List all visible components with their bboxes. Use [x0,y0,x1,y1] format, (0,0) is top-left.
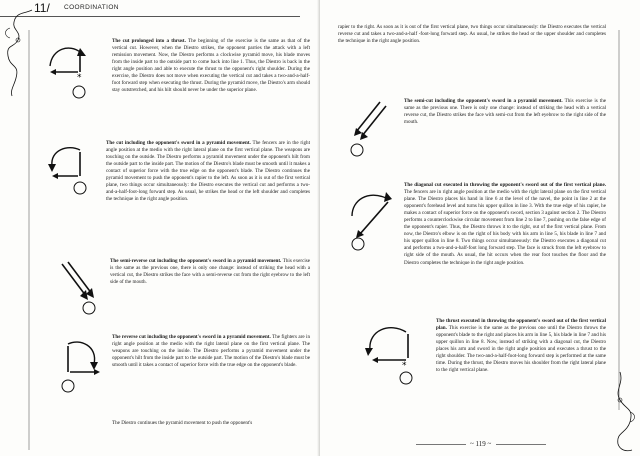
diagram-cut-pyramid [44,140,100,200]
section-semi-reverse-cut: The semi-reverse cut including the opponent's sword in a pyramid movement. This exercise is the same as the previous one, there is only one change: instead of striking the head with a vertical cut, the Diestro strikes the face with a semi-reverse cut from the right eyebrow to the left side of the mouth. [110,258,310,286]
margin-rule [26,30,32,450]
flourish-ornament-bottom-icon [606,370,638,454]
section-continuation: The Diestro continues the pyramid movement to push the opponent's [112,420,253,426]
section-diagonal-cut: The diagonal cut executed in throwing the opponent's sword out of the first vertical plane. The fencers are in right angle position at the medio with the right lateral plane on the first vertical plane. The Diestro places his hand in line 6 at the level of the navel, the point in line 2 at the opponent's forehead level and turns his upper quillon in line 3. With the true edge of his rapier, he makes a contact of superior force on the opponent's sword, section 3 against section 2. The Diestro performs a counterclockwise circular movement from line 2 to line 7, pushing on the false edge of the opponent's rapier. Thus, the Diestro throws it to the right, out of the first vertical plane. From now, the Diestro's elbow is on the right of his body with his arm in line 5, his blade in line 7 and his upper quillon in line 8. Two things occur simultaneously: the Diestro executes a diagonal cut and performs a two-and-a-half-foot long forward step. The face is struck from the left eyebrow to right side of the mouth. As usual, the hit occurs when the rear foot touches the floor and the Diestro completes the technique in the right angle position. [404,182,606,266]
svg-text:*: * [77,73,82,83]
header-rule [0,16,300,17]
margin-rule-right [616,30,622,410]
section-reverse-cut: The reverse cut including the opponent's sword in a pyramid movement. The fighters are in right angle position at the medio with the right lateral plane on the first vertical plane. The weapons are touching on the inside. The Diestro performs a pyramid movement under the opponent's hilt from the inside part to the outside part. The motion of the Diestro's blade must be smooth until it takes a contact of superior force with the true edge on the opponent's blade. [112,334,310,369]
diagram-diagonal-cut [342,184,398,254]
section-cut-pyramid: The cut including the opponent's sword in a pyramid movement. The fencers are in the right angle position at the medio with the right lateral plane on the first vertical plane. The weapons are touching on the outside. The Diestro performs a pyramid movement under the opponent's hilt from the outside part to the inside part. The motion of the Diestro's blade must be smooth until it makes a contact of superior force with the true edge on the opponent's blade. The Diestro continues the pyramid movement to push the opponent's rapier to the left. As soon as it is out of the first vertical plane, two things occur simultaneously: the Diestro executes the vertical cut and performs a two-and-a-half-foot-long forward step. As usual, he strikes the head or the left shoulder and completes the technique in the right angle position. [106,140,310,203]
page-number-rule-left [416,444,466,445]
section-semi-cut: The semi-cut including the opponent's sword in a pyramid movement. This exercise is the same as the previous one. There is only one change: instead of striking the head with a vertical reverse cut, the Diestro strikes the face with semi-cut from the left eyebrow to the right side of the mouth. [404,98,606,126]
section-cut-prolonged: The cut prolonged into a thrust. The beginning of the exercise is the same as that of the vertical cut. However, when the Diestro strikes, the opponent parries the attack with a left remission movement. Now, the Diestro performs a clockwise pyramid move, his blade moves from the inside part to the outside part to come back into line 1. Thus, the Diestro is back in the right angle position and able to execute the thrust to the opponent's right shoulder. During the exercise, the Diestro does not move when executing the vertical cut and takes a two-and-a-half-foot forward step when executing the thrust. During the pyramid move, the Diestro's arm should stay outstretched, and his hilt should never be under the superior plane. [112,38,310,94]
page-number-rule-right [496,444,546,445]
diagram-cut-prolonged-thrust [44,38,100,100]
diagram-semi-cut [344,98,390,162]
section-continued-text: rapier to the right. As soon as it is out of the first vertical plane, two things occur simultaneously: the Diestro executes the vertical reverse cut and takes a two-and-a-half -foot-long forward step. As usual, he strikes the head or the upper shoulder and completes the technique in the right angle position. [338,24,606,45]
diagram-semi-reverse-cut [56,258,100,318]
page-number: ~ 119 ~ [470,440,492,448]
chapter-title: COORDINATION [64,4,119,11]
flourish-ornament-icon [2,8,42,98]
diagram-thrust-throwing [360,320,420,386]
diagram-reverse-cut [56,334,106,400]
chapter-number: 11/ [34,1,50,15]
right-page [320,0,640,456]
section-thrust-throwing: The thrust executed in throwing the opponent's sword out of the first vertical plan. This exercise is the same as the previous one until the Diestro throws the opponent's blade to the right and places his arm in line 5, his blade in line 7 and his upper quillon in line 8. Now, instead of striking with a diagonal cut, the Diestro places his arm and sword in the right angle position and executes a thrust to the right shoulder. The two-and-a-half-foot-long forward step is performed at the same time. During the thrust, the Diestro moves his shoulder from the right lateral plane to the right vertical plane. [436,318,607,374]
svg-text:*: * [402,361,407,371]
